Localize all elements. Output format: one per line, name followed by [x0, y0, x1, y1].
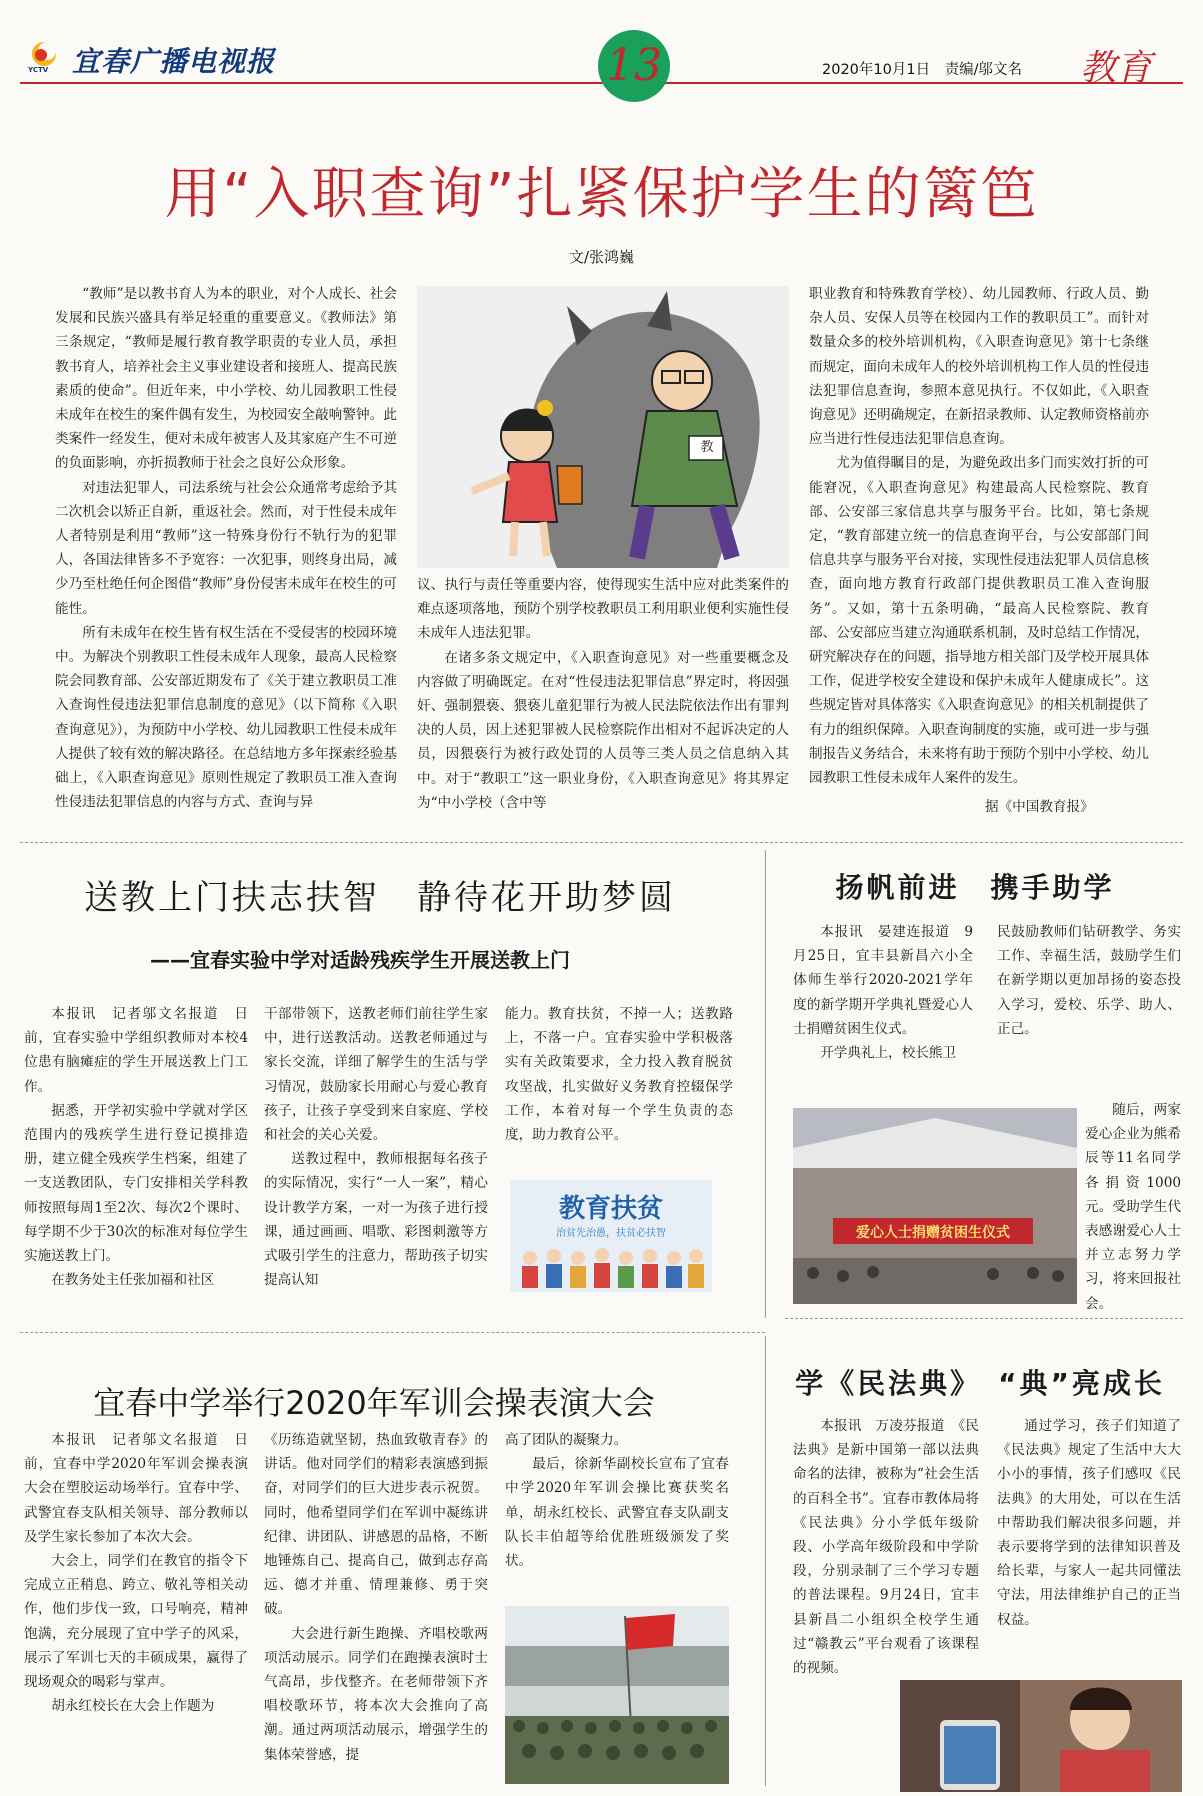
article2-col2 [264, 1002, 488, 1312]
paragraph: 最后，徐新华副校长宣布了宜春中学2020年军训会操比赛获奖名单，胡永红校长、武警宜春支队副支队长丰伯超等给优胜班级颁发了奖状。 [505, 1456, 729, 1570]
article5-col1a [793, 1414, 979, 1677]
article1-col2 [417, 573, 789, 828]
article2-subheadline: ——宜春实验中学对适龄残疾学生开展送教上门 [150, 948, 570, 972]
article3-col2a [997, 920, 1181, 1095]
article1-col1 [55, 282, 397, 827]
logo-text: YCTV [28, 66, 49, 74]
article1-source: 据《中国教育报》 [985, 799, 1094, 815]
article1-col3 [809, 282, 1149, 792]
paragraph: 据悉，开学初实验中学就对学区范围内的残疾学生进行登记摸排造册，建立健全残疾学生档案，组建了一支送教团队，专门安排相关学科教师按照每周1至2次、每次2个课时、每学期不少于30次的标准对每位学生实施送教上门。 [24, 1102, 248, 1265]
article5-col2 [997, 1414, 1181, 1674]
paragraph: 随后，两家爱心企业为熊希辰等11名同学各捐资1000元。受助学生代表感谢爱心人士并立志努力学习，将来回报社会。 [1085, 1102, 1181, 1312]
paragraph: 胡永红校长在大会上作题为 [51, 1698, 215, 1715]
article1-headline: 用“入职查询”扎紧保护学生的篱笆 [164, 162, 1039, 227]
date-editor: 2020年10月1日 责编/邬文名 [822, 62, 1022, 78]
column-divider [765, 850, 766, 1318]
paragraph: 送教过程中，教师根据每名孩子的实际情况，实行“一人一案”，精心设计教学方案，一对一为孩子进行授课，通过画画、唱歌、彩图刺激等方式吸引学生的注意力，帮助孩子切实提高认知 [264, 1151, 488, 1289]
paragraph: 大会上，同学们在教官的指令下完成立正稍息、跨立、敬礼等相关动作，他们步伐一致，口号响亮，精神饱满，充分展现了宜中学子的风采，展示了军训七天的丰硕成果，赢得了现场观众的喝彩与掌声。 [24, 1553, 248, 1691]
paragraph: 对违法犯罪人，司法系统与社会公众通常考虑给予其二次机会以矫正自新，重返社会。然而，对于性侵未成年人者特别是利用“教师”这一特殊身份行不轨行为的犯罪人，各国法律皆多不予宽容：一次犯事，则终身出局，减少乃至杜绝任何企图借“教师”身份侵害未成年在校生的可能性。 [55, 479, 397, 617]
article3-col2b [1085, 1098, 1181, 1312]
page-number: 13 [598, 30, 670, 102]
paragraph: “教师”是以教书育人为本的职业，对个人成长、社会发展和民族兴盛具有举足轻重的重要意义。《教师法》第三条规定，“教师是履行教育教学职责的专业人员，承担教书育人，培养社会主义事业建设者和接班人、提高民族素质的使命”。但近年来，中小学校、幼儿园教职工性侵未成年在校生的案件偶有发生，为校园安全敲响警钟。此类案件一经发生，便对未成年被害人及其家庭产生不可逆的负面影响，亦折损教师于社会之良好公众形象。 [55, 286, 397, 472]
children-photo [510, 1240, 712, 1292]
article3-col1 [793, 920, 973, 1078]
banner-text: 爱心人士捐赠贫困生仪式 [856, 1225, 1010, 1241]
paragraph: 本报讯 记者邬文名报道 日前，宜春实验中学组织教师对本校4位患有脑瘫症的学生开展送教上门工作。 [24, 1006, 248, 1095]
paragraph: 议、执行与责任等重要内容，使得现实生活中应对此类案件的难点逐项落地，预防个别学校教职员工利用职业便利实施性侵未成年人违法犯罪。 [417, 577, 789, 642]
paragraph: 民鼓励教师们钻研教学、务实工作、幸福生活，鼓励学生们在新学期以更加昂扬的姿态投入学习，爱校、乐学、助人、正己。 [997, 924, 1181, 1037]
paragraph: 开学典礼上，校长熊卫 [820, 1045, 957, 1062]
ceremony-photo [793, 1108, 1077, 1304]
column-divider [765, 1336, 766, 1786]
article4-col1 [24, 1428, 248, 1788]
paragraph: 在教务处主任张加福和社区 [51, 1272, 215, 1289]
paragraph: 在诸多条文规定中，《入职查询意见》对一些重要概念及内容做了明确既定。在对“性侵违法犯罪信息”界定时，将因强奸、强制猥亵、猥亵儿童犯罪行为被人民法院依法作出有罪判决的人员，因上述犯罪被人民检察院作出相对不起诉决定的人员，因猥亵行为被行政处罚的人员等三类人员之信息纳入其中。对于“教职工”这一职业身份，《入职查询意见》将其界定为“中小学校（含中等 [417, 649, 789, 811]
article2-headline: 送教上门扶志扶智 静待花开助梦圆 [84, 878, 676, 918]
paragraph: 高了团队的凝聚力。 [505, 1432, 628, 1448]
image-title: 教育扶贫 [558, 1194, 663, 1224]
paragraph: 通过学习，孩子们知道了《民法典》规定了生活中大大小小的事情，孩子们感叹《民法典》的大用处，可以在生活中帮助我们解决很多问题，并表示要将学到的法律知识普及给长辈，与家人一起共同懂法守法，用法律维护自己的正当权益。 [997, 1418, 1181, 1628]
paragraph: 所有未成年在校生皆有权生活在不受侵害的校园环境中。为解决个别教职工性侵未成年人现象，最高人民检察院会同教育部、公安部近期发布了《关于建立教职员工准入查询性侵违法犯罪信息制度的意见》（以下简称《入职查询意见》），为预防中小学校、幼儿园教职工性侵未成年人提供了较有效的解决路径。在总结地方多年探索经验基础上，《入职查询意见》原则性规定了教职员工准入查询性侵违法犯罪信息的内容与方式、查询与异 [55, 624, 397, 811]
article4-col3 [505, 1428, 729, 1588]
military-training-photo [505, 1606, 729, 1784]
paragraph: 本报讯 万凌芬报道 《民法典》是新中国第一部以法典命名的法律，被称为“社会生活的百科全书”。宜春市教体局将《民法典》分小学低年级阶段、小学高年级阶段和中学阶段，分别录制了三个学习专题的普法课程。9月24日，宜丰县新昌二小组织全校学生通过“赣教云”平台观看了该课程的视频。 [793, 1418, 979, 1677]
section-divider [20, 842, 1183, 843]
paragraph: 本报讯 记者邬文名报道 日前，宜春中学2020年军训会操表演大会在塑胶运动场举行。宜春中学、武警宜春支队相关领导、部分教师以及学生家长参加了本次大会。 [24, 1432, 248, 1545]
article1-byline: 文/张鸿巍 [568, 248, 635, 266]
section-divider [785, 1318, 1183, 1319]
section-title: 教育 [1080, 48, 1153, 89]
illustration-badge: 教 [700, 440, 714, 455]
article4-headline: 宜春中学举行2020年军训会操表演大会 [93, 1384, 655, 1422]
paragraph: 大会进行新生跑操、齐唱校歌两项活动展示。同学们在跑操表演时士气高昂，步伐整齐。在老师带领下齐唱校歌环节，将本次大会推向了高潮。通过两项活动展示，增强学生的集体荣誉感，提 [264, 1625, 488, 1763]
article2-col1 [24, 1002, 248, 1312]
cartoon-illustration [417, 286, 789, 568]
article5-headline: 学《民法典》 “典”亮成长 [795, 1367, 1165, 1400]
article2-col3 [505, 1002, 733, 1172]
paragraph: 干部带领下，送教老师们前往学生家中，进行送教活动。送教老师通过与家长交流，详细了解学生的生活与学习情况，鼓励家长用耐心与爱心教育孩子，让孩子享受到来自家庭、学校和社会的关心关爱。 [264, 1006, 488, 1144]
yctv-logo [26, 38, 62, 74]
poverty-education-image [510, 1180, 712, 1292]
paragraph: 本报讯 晏建连报道 9月25日，宜丰县新昌六小全体师生举行2020-2021学年度的新学期开学典礼暨爱心人士捐赠贫困生仪式。 [793, 924, 973, 1037]
paragraph: 《历练造就坚韧，热血致敬青春》的讲话。他对同学们的精彩表演感到振奋，对同学们的巨大进步表示祝贺。同时，他希望同学们在军训中凝练讲纪律、讲团队、讲感恩的品格，不断地锤炼自己、提高自己，做到志存高远、德才并重、情理兼修、勇于突破。 [264, 1432, 488, 1618]
section-divider [20, 1332, 765, 1333]
article3-headline: 扬帆前进 携手助学 [835, 871, 1115, 904]
paragraph: 尤为值得瞩目的是，为避免政出多门而实效打折的可能窘况，《入职查询意见》构建最高人民检察院、教育部、公安部三家信息共享与服务平台。比如，第七条规定，“教育部建立统一的信息查询平台，与公安部部门间信息共享与服务平台对接，实现性侵违法犯罪人员信息核查，面向地方教育行政部门提供教职员工准入查询服务”。又如，第十五条明确，“最高人民检察院、教育部、公安部应当建立沟通联系机制，及时总结工作情况，研究解决存在的问题，指导地方相关部门及学校开展具体工作，促进学校安全建设和保护未成年人健康成长”。这些规定皆对具体落实《入职查询意见》的相关机制提供了有力的组织保障。入职查询制度的实施，或可进一步与强制报告义务结合，未来将有助于预防个别中小学校、幼儿园教职工性侵未成年人案件的发生。 [809, 455, 1149, 787]
paragraph: 能力。教育扶贫，不掉一人；送教路上，不落一户。宜春实验中学积极落实有关政策要求，全力投入教育脱贫攻坚战，扎实做好义务教育控辍保学工作，本着对每一个学生负责的态度，助力教育公平。 [505, 1006, 733, 1144]
student-watching-photo [900, 1680, 1182, 1792]
paper-name: 宜春广播电视报 [72, 45, 276, 78]
paragraph: 职业教育和特殊教育学校）、幼儿园教师、行政人员、勤杂人员、安保人员等在校园内工作的教职员工”。而针对数量众多的校外培训机构，《入职查询意见》第十七条继而规定，面向未成年人的校外培训机构工作人员的性侵违法犯罪信息查询，参照本意见执行。不仅如此，《入职查询意见》还明确规定，在新招录教师、认定教师资格前亦应当进行性侵违法犯罪信息查询。 [809, 286, 1149, 448]
article4-col2 [264, 1428, 488, 1788]
image-slogan: 治贫先治愚，扶贫必扶智 [556, 1228, 666, 1239]
